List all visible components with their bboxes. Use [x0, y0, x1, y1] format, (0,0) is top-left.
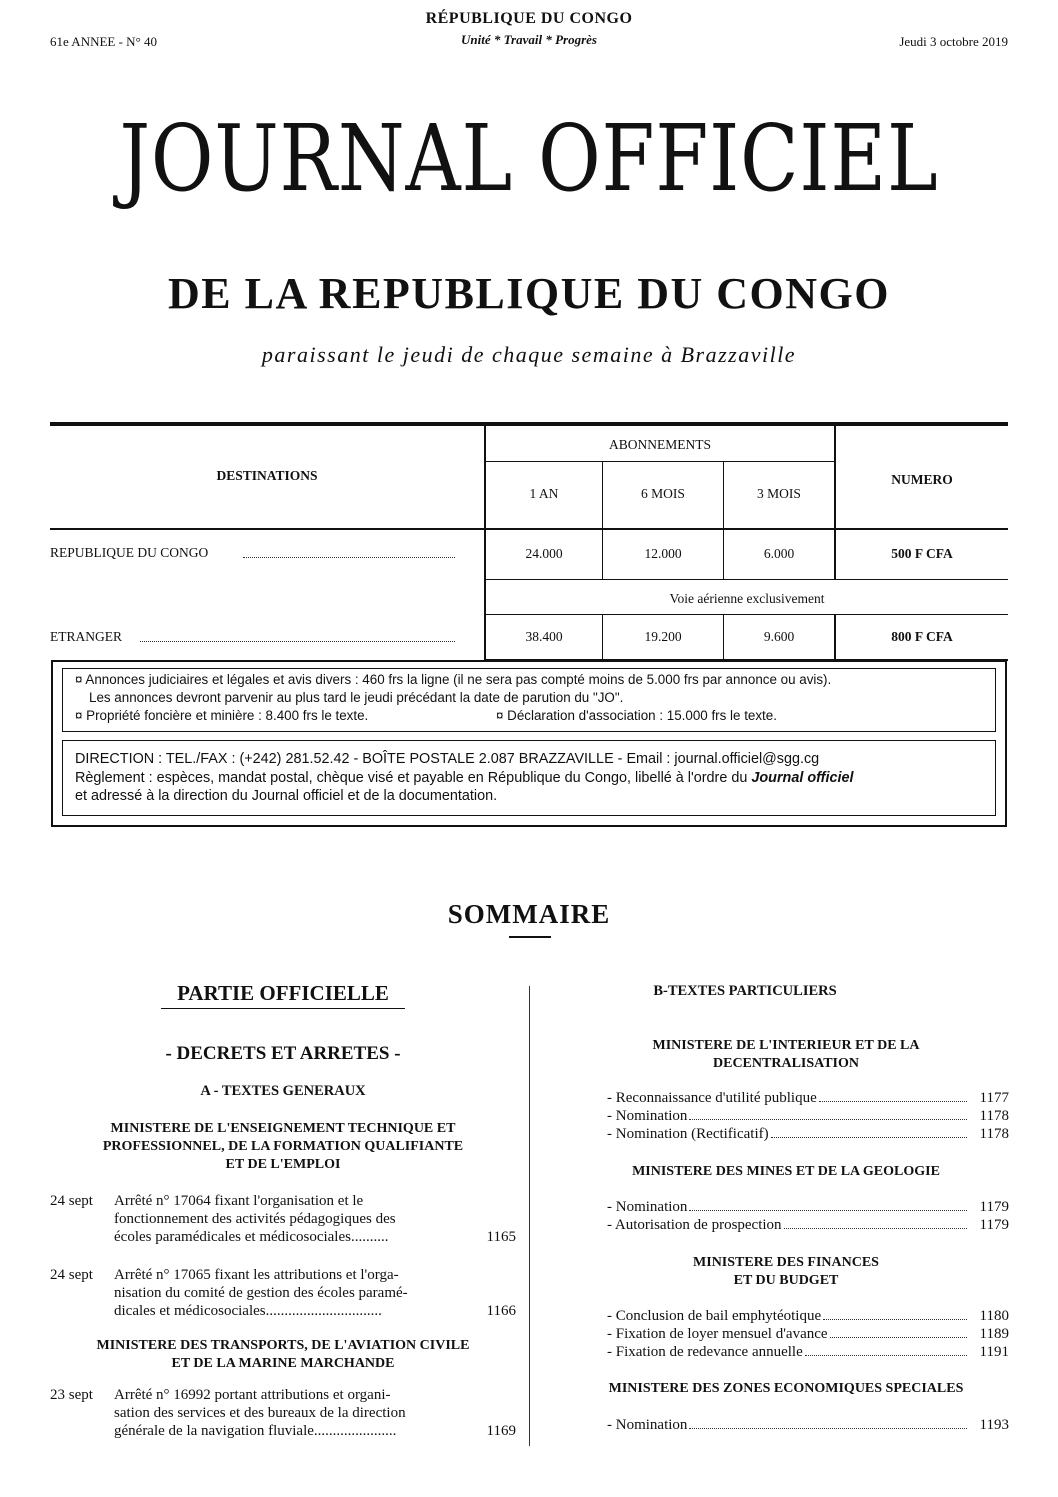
header-destinations: DESTINATIONS: [216, 468, 318, 483]
notices-box: [51, 660, 1007, 827]
ministry-line: MINISTERE DES FINANCES: [693, 1255, 879, 1270]
toc-label: - Conclusion de bail emphytéotique: [607, 1308, 822, 1324]
entry-text: [114, 1266, 408, 1320]
toc-page: 1178: [979, 1108, 1009, 1124]
toc-label: - Nomination: [607, 1108, 688, 1124]
header-numero: NUMERO: [891, 472, 953, 487]
partie-officielle-heading: PARTIE OFFICIELLE: [177, 981, 389, 1005]
contact-notice: [62, 740, 996, 816]
toc-page: 1193: [979, 1417, 1009, 1433]
reglement-line: [75, 769, 853, 787]
toc-label: - Nomination: [607, 1417, 688, 1433]
sommaire-underline: [509, 936, 551, 938]
toc-page: 1179: [979, 1217, 1009, 1233]
header-6-mois: 6 MOIS: [641, 486, 685, 501]
entry-line: nisation du comité de gestion des écoles paramé-: [114, 1285, 408, 1301]
column-divider: [529, 986, 530, 1446]
toc-page: 1177: [979, 1090, 1009, 1106]
toc-label: - Fixation de redevance annuelle: [607, 1344, 803, 1360]
dot-leader: [819, 1101, 967, 1102]
entry-text: [114, 1386, 406, 1440]
price-numero: 500 F CFA: [891, 546, 953, 561]
sommaire-title: SOMMAIRE: [447, 899, 611, 929]
price-1-an: 24.000: [525, 546, 563, 561]
entry-text: [114, 1192, 396, 1246]
entry-line: générale de la navigation fluviale......................: [114, 1423, 397, 1439]
ministry-heading: MINISTERE DES ZONES ECONOMIQUES SPECIALES: [608, 1381, 964, 1396]
entry-line: fonctionnement des activités pédagogiques des: [114, 1211, 396, 1227]
dot-leader: [784, 1228, 967, 1229]
table-rule: [484, 579, 1008, 580]
entry-line: écoles paramédicales et médicosociales..........: [114, 1229, 389, 1245]
toc-page: 1180: [979, 1308, 1009, 1324]
journal-subtitle: DE LA REPUBLIQUE DU CONGO: [167, 269, 891, 318]
issue-date: Jeudi 3 octobre 2019: [899, 34, 1008, 49]
direction-contact: DIRECTION : TEL./FAX : (+242) 281.52.42 - BOÎTE POSTALE 2.087 BRAZZAVILLE - Email : journal.officiel@sgg.cg: [75, 751, 820, 767]
toc-page: 1178: [979, 1126, 1009, 1142]
textes-particuliers-heading: B-TEXTES PARTICULIERS: [653, 983, 837, 999]
toc-item: [607, 1417, 1009, 1434]
ministry-heading: [560, 1254, 1012, 1290]
ministry-heading: [50, 1120, 516, 1174]
price-numero: 800 F CFA: [891, 629, 953, 644]
toc-label: - Autorisation de prospection: [607, 1217, 782, 1233]
dot-leader: [689, 1119, 967, 1120]
price-6-mois: 19.200: [644, 629, 682, 644]
ministry-line: DECENTRALISATION: [713, 1056, 859, 1071]
notice-line: ¤ Propriété foncière et minière : 8.400 frs le texte.: [75, 708, 369, 723]
ministry-heading: [50, 1337, 516, 1373]
reglement-line: et adressé à la direction du Journal officiel et de la documentation.: [75, 788, 498, 804]
row-destination: ETRANGER: [50, 629, 122, 644]
entry-page: 1166: [486, 1303, 516, 1319]
header-1-an: 1 AN: [529, 486, 559, 501]
dot-leader: [689, 1428, 967, 1429]
row-destination: REPUBLIQUE DU CONGO: [50, 545, 209, 560]
ministry-line: ET DE L'EMPLOI: [225, 1157, 341, 1172]
price-3-mois: 6.000: [763, 546, 795, 561]
issue-number: 61e ANNEE - N° 40: [50, 34, 158, 49]
notice-line: ¤ Annonces judiciaires et légales et avis divers : 460 frs la ligne (il ne sera pas compté moins de 5.000 frs par annonce ou avis).: [75, 672, 832, 687]
toc-page: 1179: [979, 1199, 1009, 1215]
dot-leader: [830, 1337, 967, 1338]
entry-line: Arrêté n° 17064 fixant l'organisation et le: [114, 1193, 364, 1209]
dot-leader: [771, 1137, 967, 1138]
national-motto: Unité * Travail * Progrès: [460, 32, 597, 47]
dot-leader: [140, 641, 455, 642]
ministry-line: ET DE LA MARINE MARCHANDE: [171, 1356, 395, 1371]
toc-item: [607, 1126, 1009, 1143]
table-top-rule: [50, 422, 1008, 426]
toc-page: 1191: [979, 1344, 1009, 1360]
toc-item: [607, 1344, 1009, 1361]
table-rule: [602, 462, 603, 580]
ministry-line: MINISTERE DES TRANSPORTS, DE L'AVIATION CIVILE: [96, 1338, 470, 1353]
entry-line: sation des services et des bureaux de la direction: [114, 1405, 406, 1421]
toc-label: - Nomination: [607, 1199, 688, 1215]
table-rule: [484, 614, 1008, 615]
heading-underline: [161, 1008, 405, 1009]
ministry-line: ET DU BUDGET: [733, 1273, 839, 1288]
toc-label: - Nomination (Rectificatif): [607, 1126, 769, 1142]
price-3-mois: 9.600: [763, 629, 795, 644]
toc-item: [607, 1217, 1009, 1234]
entry-line: Arrêté n° 17065 fixant les attributions et l'orga-: [114, 1267, 399, 1283]
journal-name-emphasis: Journal officiel: [751, 770, 854, 786]
price-1-an: 38.400: [525, 629, 563, 644]
entry-date: 24 sept: [50, 1193, 93, 1209]
toc-item: [607, 1326, 1009, 1343]
toc-item: [607, 1308, 1009, 1325]
toc-page: 1189: [979, 1326, 1009, 1342]
header-abonnements: ABONNEMENTS: [608, 437, 711, 452]
ministry-line: MINISTERE DE L'ENSEIGNEMENT TECHNIQUE ET: [110, 1121, 456, 1136]
entry-date: 24 sept: [50, 1267, 93, 1283]
pricing-notice: [62, 668, 996, 732]
entry-page: 1165: [486, 1229, 516, 1245]
table-rule: [484, 461, 834, 462]
toc-item: [607, 1199, 1009, 1216]
dot-leader: [805, 1355, 967, 1356]
journal-tagline: paraissant le jeudi de chaque semaine à Brazzaville: [261, 342, 797, 367]
toc-item: [607, 1090, 1009, 1107]
notice-line: ¤ Déclaration d'association : 15.000 frs le texte.: [496, 708, 777, 723]
reglement-text: Règlement : espèces, mandat postal, chèque visé et payable en République du Congo, libellé à l'ordre du: [75, 770, 752, 786]
notice-line: Les annonces devront parvenir au plus tard le jeudi précédant la date de parution du "JO".: [89, 690, 624, 705]
toc-label: - Reconnaissance d'utilité publique: [607, 1090, 817, 1106]
ministry-line: PROFESSIONNEL, DE LA FORMATION QUALIFIANTE: [102, 1139, 464, 1154]
textes-generaux-heading: A - TEXTES GENERAUX: [200, 1083, 366, 1099]
country-name: RÉPUBLIQUE DU CONGO: [425, 10, 633, 27]
entry-line: Arrêté n° 16992 portant attributions et organi-: [114, 1387, 391, 1403]
table-rule: [484, 426, 486, 660]
toc-label: - Fixation de loyer mensuel d'avance: [607, 1326, 828, 1342]
ministry-line: MINISTERE DE L'INTERIEUR ET DE LA: [652, 1038, 920, 1053]
toc-item: [607, 1108, 1009, 1125]
journal-title: JOURNAL OFFICIEL: [119, 105, 939, 212]
decrets-heading: - DECRETS ET ARRETES -: [165, 1043, 401, 1064]
entry-page: 1169: [486, 1423, 516, 1439]
ministry-heading: [560, 1037, 1012, 1073]
ministry-heading: MINISTERE DES MINES ET DE LA GEOLOGIE: [632, 1164, 940, 1179]
entry-date: 23 sept: [50, 1387, 93, 1403]
price-6-mois: 12.000: [644, 546, 682, 561]
entry-line: dicales et médicosociales...............................: [114, 1303, 382, 1319]
dot-leader: [823, 1319, 967, 1320]
header-3-mois: 3 MOIS: [757, 486, 801, 501]
air-mail-note: Voie aérienne exclusivement: [669, 591, 825, 606]
table-rule: [723, 462, 724, 580]
dot-leader: [243, 557, 455, 558]
table-rule: [50, 528, 1008, 530]
dot-leader: [689, 1210, 967, 1211]
